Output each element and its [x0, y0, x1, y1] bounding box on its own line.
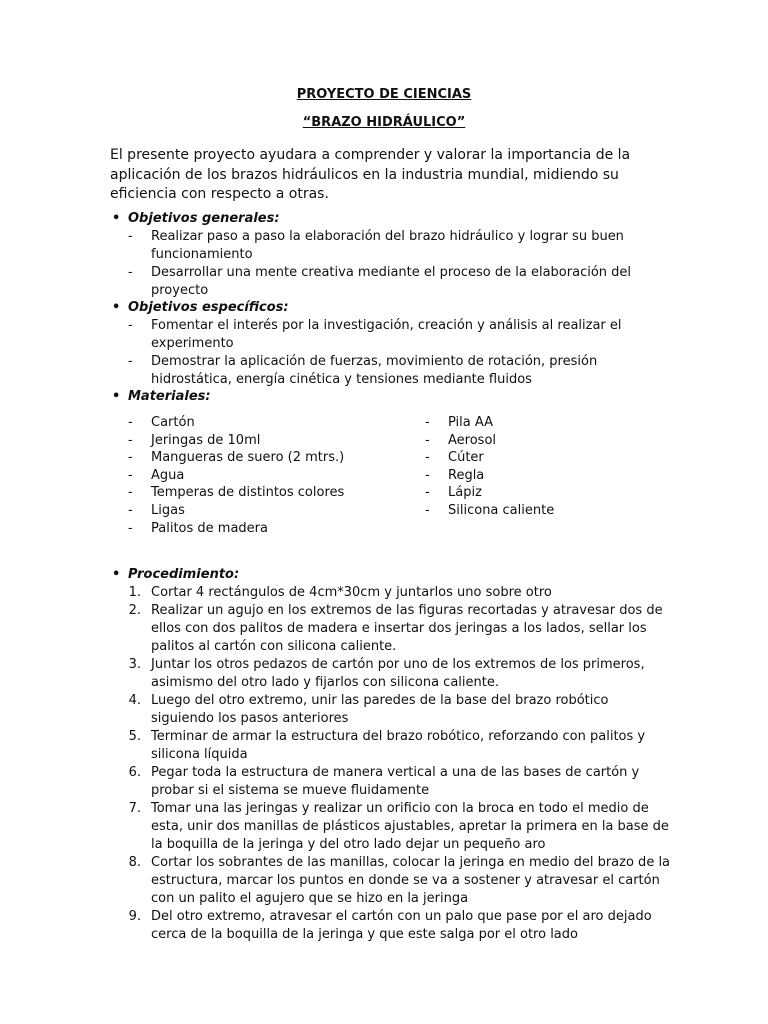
step-number: 9. [128, 909, 141, 924]
procedure-step [111, 692, 671, 728]
list-item [111, 502, 411, 520]
list-item [408, 449, 708, 467]
list-item-text: Agua [151, 467, 185, 483]
bullet-icon: • [112, 567, 121, 582]
dash-marker: - [425, 467, 430, 483]
materiales-list-left [111, 414, 411, 537]
dash-marker: - [128, 229, 133, 244]
dash-marker: - [425, 502, 430, 518]
dash-marker: - [128, 432, 133, 448]
step-text: Pegar toda la estructura de manera vertical a una de las bases de cartón y probar si el sistema se mueve fluidamente [151, 765, 640, 798]
dash-marker: - [128, 354, 133, 369]
section-objetivos-especificos [111, 299, 671, 389]
procedure-step [111, 854, 671, 908]
procedure-step [111, 584, 671, 602]
list-item-text: Aerosol [448, 432, 497, 448]
list-item-text: Realizar paso a paso la elaboración del brazo hidráulico y lograr su buen funcionamiento [151, 229, 624, 262]
bullet-icon: • [112, 211, 121, 226]
list-item [111, 353, 671, 389]
dash-marker: - [425, 450, 430, 466]
list-item [111, 467, 411, 485]
section-heading [111, 388, 671, 406]
list-item [408, 414, 708, 432]
list-item-text: Desarrollar una mente creativa mediante el proceso de la elaboración del proyecto [151, 265, 632, 298]
list-item-text: Silicona caliente [448, 502, 555, 518]
document-title: PROYECTO DE CIENCIAS [296, 87, 472, 102]
dash-marker: - [425, 415, 430, 430]
list-item [111, 414, 411, 432]
section-objetivos-generales [111, 210, 671, 300]
list-item [111, 520, 411, 538]
dash-marker: - [128, 318, 133, 333]
section-heading [111, 299, 671, 317]
list-item-text: Cúter [448, 450, 484, 466]
procedure-step [111, 728, 671, 764]
dash-marker: - [128, 467, 133, 483]
step-number: 2. [128, 603, 141, 618]
dash-marker: - [128, 415, 133, 430]
step-text: Cortar los sobrantes de las manillas, colocar la jeringa en medio del brazo de la estructura, marcar los puntos en donde se va a sostener y atravesar el cartón con un palito el agujero que se hizo en la jeringa [151, 855, 671, 906]
step-number: 5. [128, 729, 141, 744]
list-item [408, 467, 708, 485]
step-text: Cortar 4 rectángulos de 4cm*30cm y juntarlos uno sobre otro [151, 585, 552, 600]
procedure-step [111, 764, 671, 800]
dash-marker: - [128, 502, 133, 518]
heading-text: Objetivos específicos: [128, 300, 289, 315]
section-heading [111, 566, 671, 584]
step-text: Del otro extremo, atravesar el cartón con un palo que pase por el aro dejado cerca de la boquilla de la jeringa y que este salga por el otro lado [151, 909, 652, 942]
dash-marker: - [425, 485, 430, 501]
list-item-text: Palitos de madera [151, 520, 268, 536]
step-number: 1. [128, 585, 141, 600]
heading-text: Objetivos generales: [128, 211, 280, 226]
step-text: Juntar los otros pedazos de cartón por uno de los extremos de los primeros, asimismo del otro lado y fijarlos con silicona caliente. [151, 657, 645, 690]
list-item-text: Temperas de distintos colores [151, 485, 345, 501]
step-text: Realizar un agujo en los extremos de las figuras recortadas y atravesar dos de ellos con dos palitos de madera e insertar dos jeringas a los lados, sellar los palitos al cartón con silicona caliente. [151, 603, 663, 654]
step-number: 6. [128, 765, 141, 780]
step-number: 4. [128, 693, 141, 708]
heading-text: Materiales: [128, 389, 211, 404]
dash-marker: - [425, 432, 430, 448]
list-item [408, 484, 708, 502]
bullet-icon: • [112, 300, 121, 315]
list-item-text: Ligas [151, 502, 185, 518]
step-number: 7. [128, 801, 141, 816]
list-item-text: Mangueras de suero (2 mtrs.) [151, 450, 345, 466]
procedure-step [111, 908, 671, 944]
procedure-step [111, 656, 671, 692]
list-item-text: Regla [448, 467, 485, 483]
list-item [111, 317, 671, 353]
section-materiales [111, 388, 671, 406]
list-item [111, 432, 411, 450]
section-heading [111, 210, 671, 228]
dash-marker: - [128, 265, 133, 280]
intro-paragraph: El presente proyecto ayudara a comprender y valorar la importancia de la aplicación de los brazos hidráulicos en la industria mundial, midiendo su eficiencia con respecto a otras. [110, 147, 631, 202]
dash-marker: - [128, 520, 133, 536]
list-item-text: Pila AA [448, 415, 494, 430]
dash-marker: - [128, 450, 133, 466]
list-item [408, 502, 708, 520]
step-text: Terminar de armar la estructura del brazo robótico, reforzando con palitos y silicona líquida [151, 729, 646, 762]
list-item-text: Lápiz [448, 485, 482, 501]
bullet-icon: • [112, 389, 121, 404]
list-item [408, 432, 708, 450]
list-item [111, 264, 671, 300]
list-item [111, 449, 411, 467]
materiales-list-right [408, 414, 708, 520]
step-text: Luego del otro extremo, unir las paredes de la base del brazo robótico siguiendo los pasos anteriores [151, 693, 609, 726]
step-text: Tomar una las jeringas y realizar un orificio con la broca en todo el medio de esta, unir dos manillas de plásticos ajustables, apretar la primera en la base de la boquilla de la jeringa y del otro lado dejar un pequeño aro [151, 801, 669, 852]
list-item-text: Jeringas de 10ml [151, 432, 261, 448]
procedure-step [111, 800, 671, 854]
list-item-text: Fomentar el interés por la investigación, creación y análisis al realizar el experimento [151, 318, 622, 351]
dash-marker: - [128, 485, 133, 501]
list-item-text: Cartón [151, 415, 195, 430]
document-subtitle: “BRAZO HIDRÁULICO” [302, 115, 466, 130]
list-item-text: Demostrar la aplicación de fuerzas, movimiento de rotación, presión hidrostática, energía cinética y tensiones mediante fluidos [151, 354, 598, 387]
list-item [111, 484, 411, 502]
heading-text: Procedimiento: [128, 567, 240, 582]
procedure-step [111, 602, 671, 656]
list-item [111, 228, 671, 264]
step-number: 8. [128, 855, 141, 870]
step-number: 3. [128, 657, 141, 672]
section-procedimiento [111, 566, 671, 944]
